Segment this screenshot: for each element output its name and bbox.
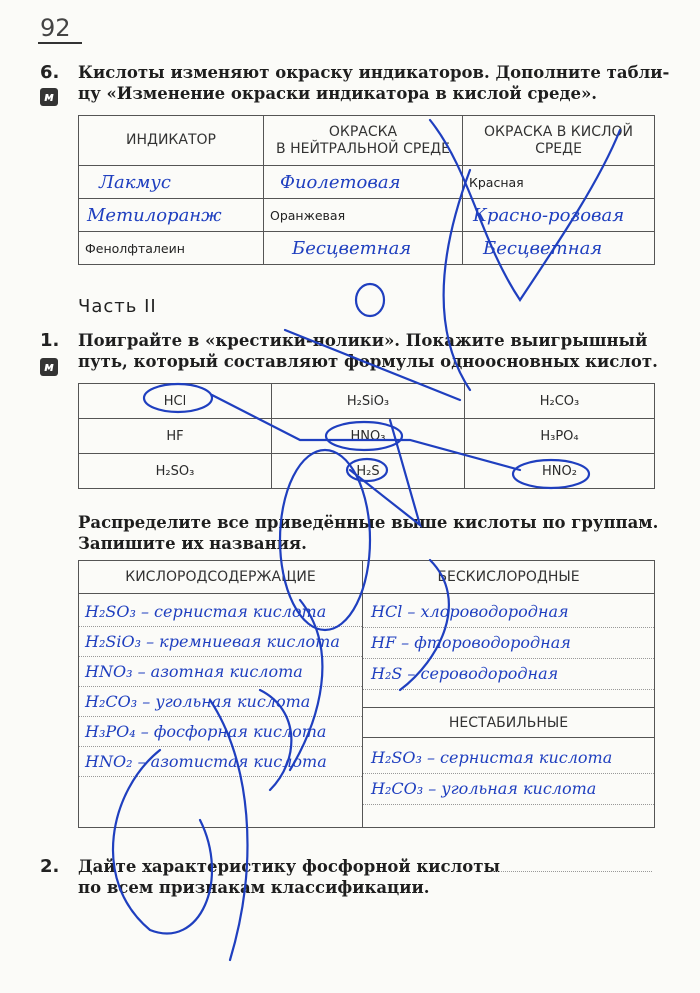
task6-number: 6. [40,62,60,83]
cross-mark [350,420,420,525]
header-oxygen-acids: КИСЛОРОДСОДЕРЖАЩИЕ [125,569,316,585]
circle-mark [144,384,212,412]
scribble-mark [113,750,212,933]
scribble-mark [290,600,322,770]
header-acid: ОКРАСКА В КИСЛОЙ СРЕДЕ [463,116,655,166]
task1-text2-line1: Распределите все приведённые выше кислоты по группам. [78,513,659,532]
grid-cell: HF [79,419,272,454]
list-item: HNO₂ – азотистая кислота [79,747,362,777]
list-item: H₂SiO₃ – кремниевая кислота [79,627,362,657]
task1-text2-line2: Запишите их названия. [78,534,307,553]
circle-mark [513,460,589,488]
grid-cell: HNO₂ [465,454,655,489]
task2-text-line1: Дайте характеристику фосфорной кислоты [78,857,500,876]
list-item: HCl – хлороводородная [363,597,654,628]
neutral-color-cell: Бесцветная [264,232,463,265]
task6-text-line1: Кислоты изменяют окраску индикаторов. Дополните табли- [78,63,670,82]
list-item: H₂CO₃ – угольная кислота [79,687,362,717]
header-neutral: ОКРАСКА В НЕЙТРАЛЬНОЙ СРЕДЕ [264,116,463,166]
method-icon: м [40,88,58,106]
list-item: H₃PO₄ – фосфорная кислота [79,717,362,747]
header-unstable-acids: НЕСТАБИЛЬНЫЕ [448,715,569,731]
task2-number: 2. [40,856,60,877]
grid-cell: H₂S [272,454,465,489]
list-item: H₂S – сероводородная [363,659,654,690]
circle-mark [280,450,370,630]
acid-color-cell: Красная [463,166,655,199]
indicator-cell: Лакмус [79,166,264,199]
list-item: H₂SO₃ – сернистая кислота [79,597,362,627]
scribble-mark [400,560,449,690]
indicator-cell: Метилоранж [79,199,264,232]
strike-line [285,330,460,400]
task2-text-line2: по всем признакам классификации. [78,878,430,897]
page-number: 92 [40,14,71,42]
task1-text-line1: Поиграйте в «крестики-нолики». Покажите выигрышный [78,331,648,350]
grid-cell: HCl [79,384,272,419]
task6-text-line2: цу «Изменение окраски индикатора в кислой среде». [78,84,598,103]
neutral-color-cell: Оранжевая [264,199,463,232]
indicator-cell: Фенолфталеин [79,232,264,265]
circle-mark [356,284,384,316]
list-item: HF – фтороводородная [363,628,654,659]
list-item: HNO₃ – азотная кислота [79,657,362,687]
list-item: H₂CO₃ – угольная кислота [363,774,654,805]
acid-color-cell: Красно-розовая [463,199,655,232]
grid-cell: H₂SiO₃ [272,384,465,419]
grid-cell: H₂CO₃ [465,384,655,419]
grid-cell: HNO₃ [272,419,465,454]
part-title: Часть II [78,296,157,317]
method-icon: м [40,358,58,376]
task1-text-line2: путь, который составляют формулы одноосновных кислот. [78,352,658,371]
task1-number: 1. [40,330,60,351]
grid-cell: H₂SO₃ [79,454,272,489]
scribble-mark [260,690,291,790]
scribble-mark [210,700,247,960]
acid-color-cell: Бесцветная [463,232,655,265]
scribble-mark [444,170,470,390]
scribble-mark [430,120,620,300]
header-anoxic-acids: БЕСКИСЛОРОДНЫЕ [437,569,580,585]
neutral-color-cell: Фиолетовая [264,166,463,199]
circle-mark [326,422,402,450]
list-item: H₂SO₃ – сернистая кислота [363,743,654,774]
grid-cell: H₃PO₄ [465,419,655,454]
header-indicator: ИНДИКАТОР [79,116,264,166]
